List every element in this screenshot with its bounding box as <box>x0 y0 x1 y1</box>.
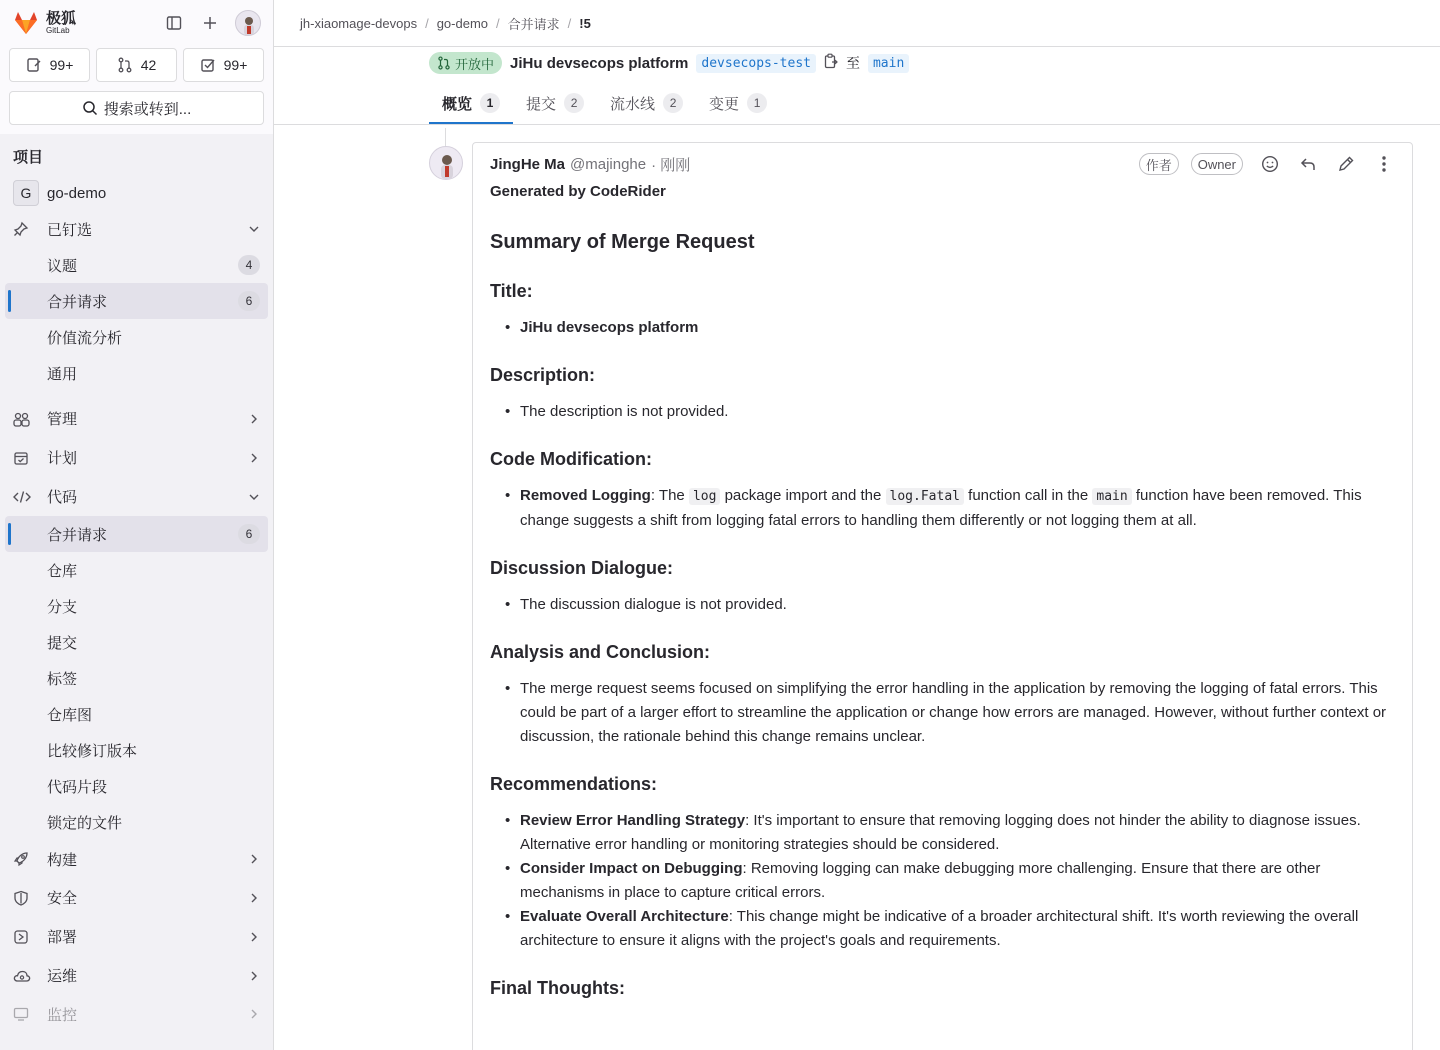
sidebar-item-deploy[interactable]: 部署 <box>5 917 268 956</box>
list-item: • The description is not provided. <box>490 400 1395 424</box>
chevron-right-icon <box>248 853 260 865</box>
sidebar-item-snippets[interactable]: 代码片段 <box>47 778 108 796</box>
sidebar <box>0 0 274 1050</box>
pin-icon <box>13 221 29 237</box>
sidebar-item-compare[interactable]: 比较修订版本 <box>47 742 138 760</box>
note-author-avatar[interactable] <box>429 146 463 180</box>
discussion-list <box>490 593 1395 617</box>
sidebar-item-monitor[interactable]: 监控 <box>5 995 268 1033</box>
analysis-heading: Analysis and Conclusion: <box>490 642 711 662</box>
inline-code: log <box>689 488 720 505</box>
inline-code: main <box>1092 488 1131 505</box>
shield-icon <box>13 890 29 906</box>
note-author[interactable]: JingHe Ma <box>490 155 566 173</box>
todos-counter[interactable]: 99+ <box>183 48 264 82</box>
breadcrumb-separator: / <box>567 15 572 31</box>
sidebar-item-issues[interactable]: 议题 4 <box>5 247 268 283</box>
to-label: 至 <box>845 55 860 71</box>
list-item: • Review Error Handling Strategy: It's important to ensure that removing logging does not hinder the ability to diagnose issues. Alternative error handling or monitoring strategies should be considered. <box>490 809 1395 857</box>
note-header <box>490 154 1395 174</box>
chevron-right-icon <box>248 1008 260 1020</box>
source-branch[interactable]: devsecops-test <box>696 54 816 73</box>
project-avatar: G <box>13 180 39 206</box>
todo-icon <box>200 57 216 73</box>
chevron-right-icon <box>248 892 260 904</box>
list-item: • Consider Impact on Debugging: Removing logging can make debugging more challenging. Ensure that there are other mechanisms in place to capture critical errors. <box>490 857 1395 905</box>
main-content <box>274 0 1440 1050</box>
mr-title: JiHu devsecops platform <box>510 54 689 72</box>
count-badge: 6 <box>238 524 260 544</box>
list-item: • Removed Logging: The log package import and the log.Fatal function call in the main function have been removed. This change suggests a shift from logging fatal errors to handling them differently or not logging them at all. <box>490 484 1395 533</box>
note-body <box>490 180 1395 1001</box>
sidebar-item-commits[interactable]: 提交 <box>47 634 78 652</box>
sidebar-top <box>0 0 273 46</box>
cloud-gear-icon <box>13 968 31 984</box>
sidebar-item-secure[interactable]: 安全 <box>5 878 268 917</box>
sidebar-item-branches[interactable]: 分支 <box>47 598 78 616</box>
recommendations-heading: Recommendations: <box>490 774 658 794</box>
tabs-divider <box>274 124 1440 125</box>
sidebar-item-tags[interactable]: 标签 <box>47 670 78 688</box>
inline-code: log.Fatal <box>886 488 964 505</box>
recommendations-list <box>490 809 1395 953</box>
description-list <box>490 400 1395 424</box>
fox-logo-icon <box>12 9 40 37</box>
count-badge: 4 <box>238 255 260 275</box>
calendar-icon <box>13 450 29 466</box>
user-avatar[interactable] <box>235 10 261 36</box>
count-badge: 6 <box>238 291 260 311</box>
tab-count: 1 <box>747 93 767 113</box>
merge-request-icon <box>117 57 133 73</box>
sidebar-item-manage[interactable]: 管理 <box>5 399 268 438</box>
monitor-icon <box>13 1006 29 1022</box>
sidebar-item-merge-requests-pinned[interactable]: 合并请求 6 <box>5 283 268 319</box>
deploy-icon <box>13 929 29 945</box>
chevron-right-icon <box>248 452 260 464</box>
search-icon <box>82 100 98 116</box>
chevron-right-icon <box>248 413 260 425</box>
merge-request-open-icon <box>437 56 451 70</box>
breadcrumb-group[interactable]: jh-xiaomage-devops <box>300 15 418 31</box>
nav-heading: 项目 <box>13 149 44 166</box>
chevron-right-icon <box>248 970 260 982</box>
chevron-right-icon <box>248 931 260 943</box>
issues-counter[interactable]: 99+ <box>9 48 90 82</box>
issues-icon <box>26 57 42 73</box>
mr-description-note <box>472 142 1413 1050</box>
toggle-sidebar-icon[interactable] <box>163 12 185 34</box>
merge-requests-counter[interactable]: 42 <box>96 48 177 82</box>
more-actions-icon[interactable] <box>1373 153 1395 175</box>
timeline-line <box>445 128 446 148</box>
copy-branch-icon[interactable] <box>824 53 838 74</box>
search-button[interactable]: 搜索或转到... <box>9 91 264 125</box>
owner-role-badge: Owner <box>1191 153 1243 175</box>
tab-count: 2 <box>663 93 683 113</box>
edit-pencil-icon[interactable] <box>1335 153 1357 175</box>
summary-heading: Summary of Merge Request <box>490 231 755 253</box>
rocket-icon <box>13 851 29 867</box>
title-list <box>490 316 1395 340</box>
sidebar-item-build[interactable]: 构建 <box>5 840 268 878</box>
brand-name: 极狐 <box>46 10 77 27</box>
tab-commits[interactable]: 提交 2 <box>513 82 597 124</box>
tab-count: 1 <box>480 93 500 113</box>
mr-tabs <box>429 82 780 124</box>
note-handle[interactable]: @majinghe <box>570 155 647 173</box>
sidebar-item-repository[interactable]: 仓库 <box>47 562 78 580</box>
breadcrumb <box>274 0 1440 47</box>
analysis-list <box>490 677 1395 749</box>
sidebar-item-operate[interactable]: 运维 <box>5 956 268 995</box>
sidebar-item-locked-files[interactable]: 锁定的文件 <box>47 814 123 832</box>
list-item: • The merge request seems focused on simplifying the error handling in the application by removing the logging of fatal errors. This could be part of a larger effort to streamline the application or change how errors are managed. However, without further context or discussion, the rationale behind this change remains unclear. <box>490 677 1395 749</box>
sidebar-item-plan[interactable]: 计划 <box>5 438 268 477</box>
discussion-heading: Discussion Dialogue: <box>490 558 674 578</box>
sidebar-item-value-stream[interactable]: 价值流分析 <box>47 329 123 347</box>
list-item: • JiHu devsecops platform <box>490 316 1395 340</box>
sidebar-item-general[interactable]: 通用 <box>47 365 78 383</box>
tab-overview[interactable]: 概览 1 <box>429 82 513 124</box>
tab-pipelines[interactable]: 流水线 2 <box>597 82 696 124</box>
project-nav <box>0 134 273 1050</box>
brand-sub: GitLab <box>46 26 70 35</box>
chevron-down-icon <box>248 223 260 235</box>
note-time: · 刚刚 <box>651 156 691 174</box>
users-icon <box>13 411 31 427</box>
mr-header <box>429 52 909 74</box>
tab-count: 2 <box>564 93 584 113</box>
gitlab-logo[interactable] <box>12 9 76 37</box>
chevron-down-icon <box>248 491 260 503</box>
reply-icon[interactable] <box>1297 153 1319 175</box>
tab-changes[interactable]: 变更 1 <box>696 82 780 124</box>
breadcrumb-separator: / <box>425 15 429 31</box>
author-role-badge: 作者 <box>1139 153 1179 175</box>
code-modification-list <box>490 484 1395 533</box>
sidebar-item-code[interactable]: 代码 <box>5 477 268 516</box>
target-branch[interactable]: main <box>868 54 909 73</box>
plus-icon[interactable] <box>199 12 221 34</box>
pinned-section[interactable]: 已钉选 <box>5 211 268 247</box>
description-heading: Description: <box>490 365 596 385</box>
status-badge: 开放中 <box>429 52 502 74</box>
breadcrumb-current[interactable]: !5 <box>579 15 591 31</box>
counters <box>0 46 273 82</box>
breadcrumb-separator: / <box>496 15 500 31</box>
breadcrumb-section[interactable]: 合并请求 <box>507 16 560 32</box>
sidebar-item-merge-requests[interactable]: 合并请求 6 <box>5 516 268 552</box>
title-heading: Title: <box>490 281 533 301</box>
code-modification-heading: Code Modification: <box>490 449 652 469</box>
sidebar-item-repository-graph[interactable]: 仓库图 <box>47 706 93 724</box>
breadcrumb-project[interactable]: go-demo <box>436 15 489 31</box>
list-item: • Evaluate Overall Architecture: This change might be indicative of a broader architectural shift. It's worth reviewing the overall architecture to ensure it aligns with the project's goals and requirements. <box>490 905 1395 953</box>
project-link[interactable]: G go-demo <box>5 175 268 211</box>
code-icon <box>13 489 31 505</box>
generated-by: Generated by CodeRider <box>490 183 666 200</box>
list-item: • The discussion dialogue is not provided. <box>490 593 1395 617</box>
emoji-icon[interactable] <box>1259 153 1281 175</box>
final-thoughts-heading: Final Thoughts: <box>490 978 625 998</box>
